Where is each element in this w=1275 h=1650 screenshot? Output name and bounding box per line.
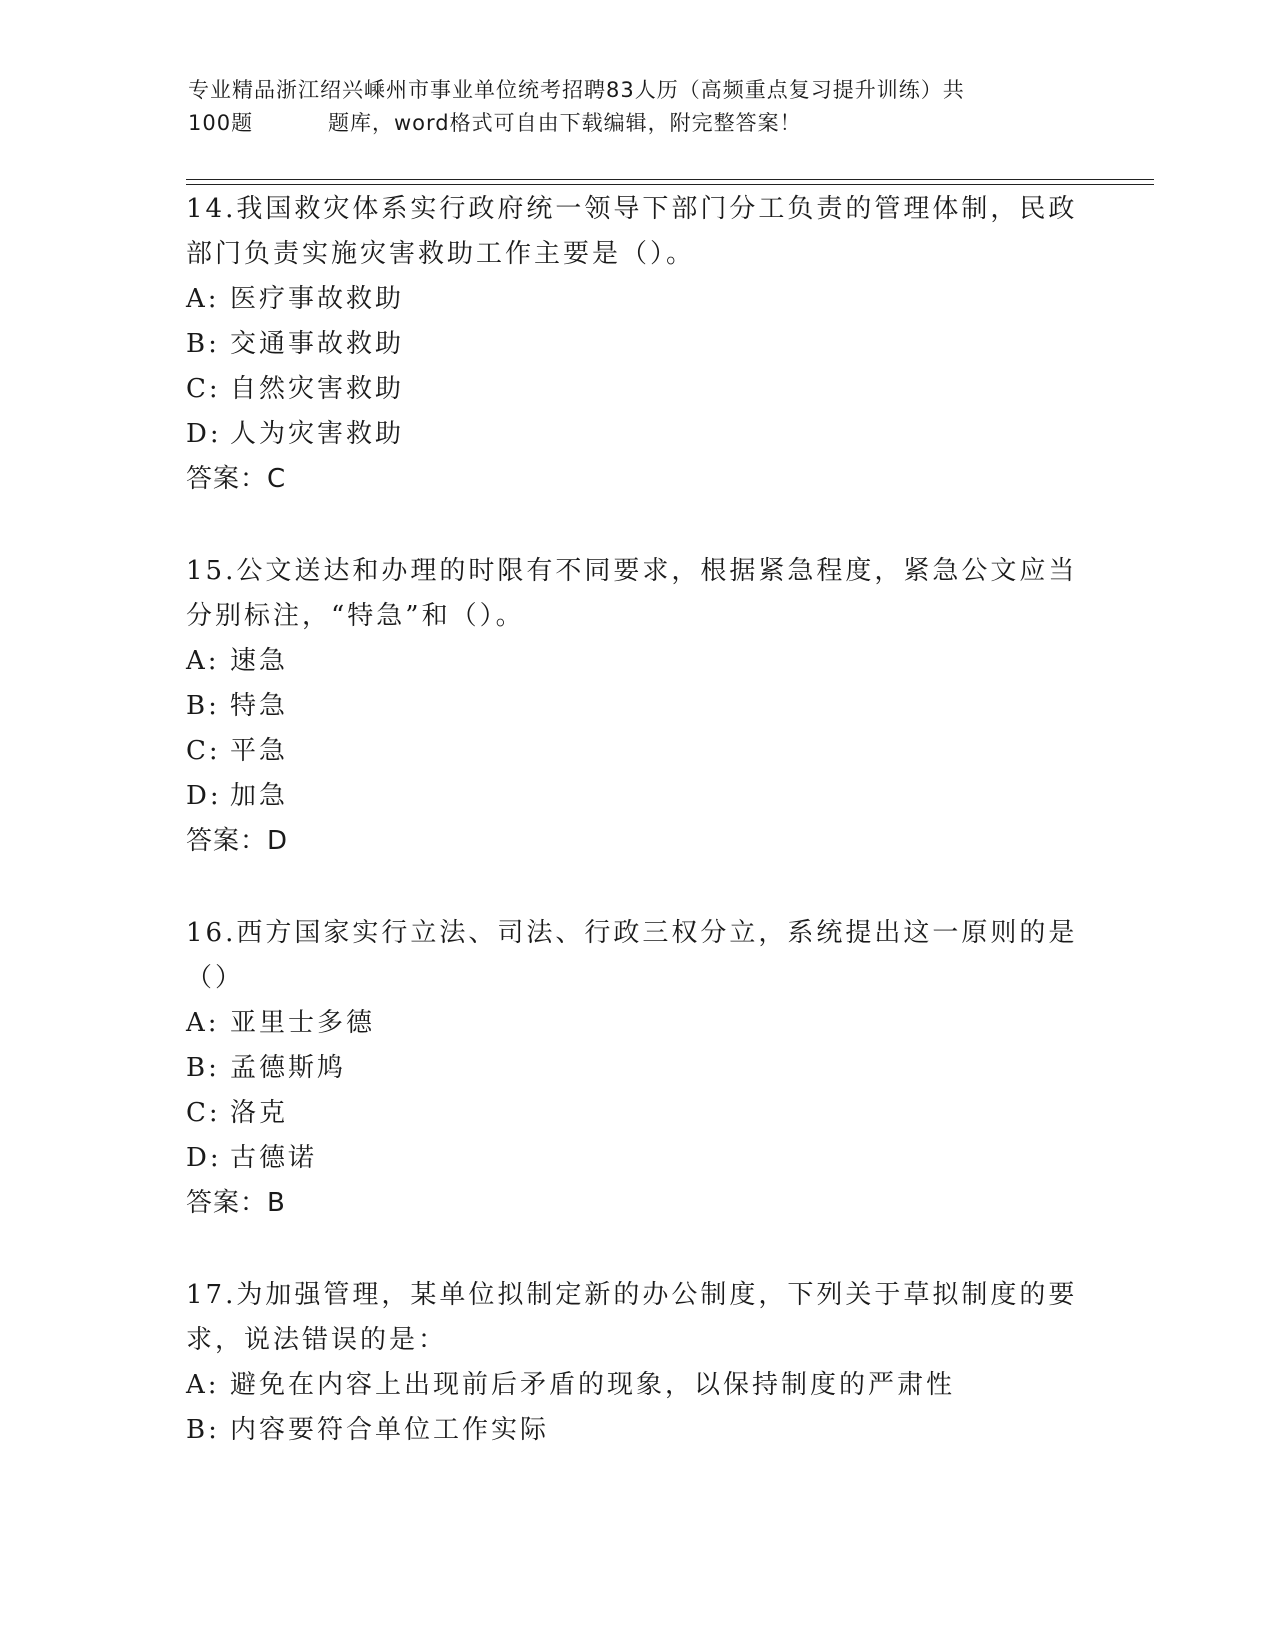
option-a [186, 1001, 1086, 1046]
option-b [186, 1408, 1086, 1453]
option-a [186, 277, 1086, 322]
option-text: 特急 [230, 691, 289, 721]
option-text: 孟德斯鸠 [230, 1053, 347, 1083]
option-c [186, 1091, 1086, 1136]
header-description: 题库，word格式可自由下载编辑，附完整答案！ [328, 111, 802, 135]
option-text: 避免在内容上出现前后矛盾的现象，以保持制度的严肃性 [230, 1370, 956, 1400]
option-key: C: [186, 1098, 221, 1128]
question-stem-line: 17.为加强管理，某单位拟制定新的办公制度，下列关于草拟制度的要 [186, 1280, 1078, 1310]
header-divider-bottom [186, 184, 1154, 185]
option-key: D: [186, 419, 222, 449]
option-key: A: [186, 646, 220, 676]
question-15 [186, 549, 1086, 864]
question-stem-line: 16.西方国家实行立法、司法、行政三权分立，系统提出这一原则的是 [186, 918, 1078, 948]
option-key: B: [186, 1415, 220, 1445]
option-key: A: [186, 284, 220, 314]
option-key: B: [186, 329, 220, 359]
option-c [186, 367, 1086, 412]
option-text: 洛克 [230, 1098, 289, 1128]
question-stem-line: 分别标注，“特急”和（）。 [186, 601, 525, 631]
question-stem-line: 14.我国救灾体系实行政府统一领导下部门分工负责的管理体制，民政 [186, 194, 1078, 224]
option-text: 自然灾害救助 [230, 374, 405, 404]
question-stem-line: 部门负责实施灾害救助工作主要是（）。 [186, 239, 696, 269]
question-list [186, 187, 1086, 1500]
option-c [186, 729, 1086, 774]
header-divider-top [186, 179, 1154, 180]
option-text: 人为灾害救助 [230, 419, 405, 449]
option-key: B: [186, 1053, 220, 1083]
header-line-2 [188, 107, 1088, 140]
question-stem-line: 15.公文送达和办理的时限有不同要求，根据紧急程度，紧急公文应当 [186, 556, 1078, 586]
option-text: 平急 [230, 736, 289, 766]
answer-line: 答案：B [186, 1188, 286, 1218]
question-17 [186, 1273, 1086, 1453]
option-key: C: [186, 374, 221, 404]
option-a [186, 639, 1086, 684]
header-line-1: 专业精品浙江绍兴嵊州市事业单位统考招聘83人历（高频重点复习提升训练）共 [188, 78, 965, 102]
option-d [186, 1136, 1086, 1181]
option-key: B: [186, 691, 220, 721]
document-header [188, 74, 1088, 140]
option-key: A: [186, 1008, 220, 1038]
option-key: C: [186, 736, 221, 766]
question-14 [186, 187, 1086, 502]
option-text: 医疗事故救助 [230, 284, 405, 314]
option-a [186, 1363, 1086, 1408]
option-key: D: [186, 781, 222, 811]
option-key: A: [186, 1370, 220, 1400]
question-stem-line: （） [186, 963, 245, 993]
option-d [186, 774, 1086, 819]
option-text: 加急 [230, 781, 289, 811]
option-text: 速急 [230, 646, 289, 676]
header-question-count: 100题 [188, 111, 254, 135]
question-16 [186, 911, 1086, 1226]
option-text: 交通事故救助 [230, 329, 405, 359]
question-stem-line: 求，说法错误的是： [186, 1325, 448, 1355]
option-b [186, 1046, 1086, 1091]
option-text: 亚里士多德 [230, 1008, 376, 1038]
option-d [186, 412, 1086, 457]
answer-line: 答案：C [186, 464, 287, 494]
option-key: D: [186, 1143, 222, 1173]
answer-line: 答案：D [186, 826, 289, 856]
option-b [186, 684, 1086, 729]
option-b [186, 322, 1086, 367]
option-text: 古德诺 [230, 1143, 318, 1173]
option-text: 内容要符合单位工作实际 [230, 1415, 550, 1445]
